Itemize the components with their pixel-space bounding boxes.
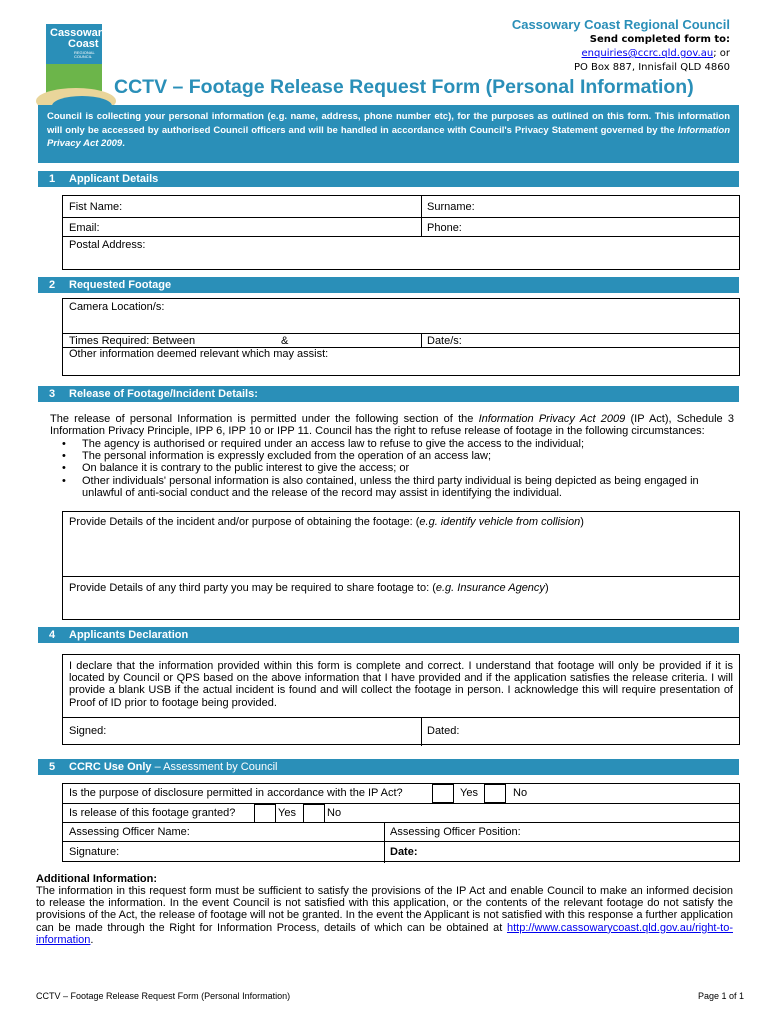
ip-act-name: Information Privacy Act 2009 <box>478 413 626 425</box>
table-row <box>63 217 739 236</box>
label-example: e.g. Insurance Agency <box>435 582 545 594</box>
dated-label: Dated: <box>427 725 460 737</box>
third-party-label <box>69 582 549 594</box>
officer-position-label: Assessing Officer Position: <box>390 826 521 838</box>
times-required-label: Times Required: Between <box>69 335 196 347</box>
label-text: ) <box>580 516 584 528</box>
table-row <box>63 841 739 862</box>
logo-text-cassowary: Cassowary <box>50 27 109 39</box>
assessment-date-label: Date: <box>390 846 418 858</box>
cell-divider <box>421 334 422 348</box>
yes-label: Yes <box>460 787 478 799</box>
assessment-table <box>62 783 740 862</box>
disclosure-yes-checkbox[interactable] <box>432 784 454 803</box>
privacy-notice <box>38 105 739 163</box>
section-4-header <box>38 627 739 643</box>
table-row <box>63 576 739 620</box>
camera-location-label: Camera Location/s: <box>69 301 165 313</box>
first-name-label: Fist Name: <box>69 201 123 213</box>
table-row <box>63 784 739 803</box>
table-row <box>63 299 739 333</box>
release-granted-question: Is release of this footage granted? <box>69 807 236 819</box>
additional-info-body <box>36 885 733 946</box>
email-label: Email: <box>69 222 100 234</box>
no-label: No <box>327 807 342 819</box>
section-title: Applicant Details <box>69 173 159 185</box>
applicant-details-table <box>62 195 740 270</box>
table-row <box>63 822 739 841</box>
cell-divider <box>421 196 422 217</box>
officer-name-label: Assessing Officer Name: <box>69 826 190 838</box>
additional-info-text: The information in this request form must be sufficient to satisfy the provisions of the IP Act and enable Council to make an informed decision to release the information. In the event Council is not satisfied with this application, or the contents of the relevant footage do not satisfy the provisions of the Act, the release of footage will not be granted. In the event the Applicant is not satisfied with this response a further application can be made through the Right for Information Process, details of which can be obtained at <box>36 885 733 934</box>
email-suffix: ; or <box>713 48 730 59</box>
label-text: Provide Details of the incident and/or purpose of obtaining the footage: ( <box>69 516 420 528</box>
list-item: • The agency is authorised or required under an access law to refuse to give the access to the individual; <box>62 438 734 450</box>
table-row <box>63 196 739 217</box>
section-number: 5 <box>49 761 56 773</box>
section-title-rest: – Assessment by Council <box>151 761 278 773</box>
additional-info-end: . <box>90 933 94 946</box>
paragraph-text: (IP Act), Schedule 3 Information Privacy Principle, IPP 6, IPP 10 or IPP 11. Council has the right to refuse release of footage in the following circumstances: <box>50 413 734 438</box>
section-3-header <box>38 386 739 402</box>
table-row <box>63 347 739 376</box>
footer-form-name: CCTV – Footage Release Request Form (Personal Information) <box>36 991 291 1001</box>
section-1-header <box>38 171 739 187</box>
po-box-address: PO Box 887, Innisfail QLD 4860 <box>573 62 730 73</box>
council-name: Cassowary Coast Regional Council <box>511 17 730 32</box>
surname-label: Surname: <box>427 201 475 213</box>
section-number: 1 <box>49 173 56 185</box>
label-example: e.g. identify vehicle from collision <box>419 516 581 528</box>
section-title: Release of Footage/Incident Details: <box>69 388 258 400</box>
table-row <box>63 512 739 576</box>
refusal-circumstances-list <box>62 438 734 499</box>
privacy-notice-text: Council is collecting your personal information (e.g. name, address, phone number etc), for the purposes as outlined on this form. This information will only be accessed by authorised Council officers and will be handled in accordance with Council's Privacy Statement governed by the <box>47 111 730 136</box>
declaration-table <box>62 654 740 745</box>
send-to-label: Send completed form to: <box>589 34 730 45</box>
table-row <box>63 655 739 717</box>
cell-divider <box>384 823 385 842</box>
footer-page-number: Page 1 of 1 <box>697 991 744 1001</box>
logo-text-regional: REGIONAL COUNCIL <box>74 50 95 59</box>
paragraph-text: The release of personal Information is permitted under the following section of the <box>50 413 479 425</box>
additional-info-heading: Additional Information: <box>36 873 157 885</box>
list-item: • Other individuals' personal information is also contained, unless the third party individual is being depicted as being engaged in unlawful of anti-social conduct and the release of the record may assist in identifying the individual. <box>62 475 734 499</box>
privacy-act-name: Information Privacy Act 2009 <box>47 124 730 149</box>
label-text: Provide Details of any third party you may be required to share footage to: ( <box>69 582 436 594</box>
times-ampersand: & <box>281 335 289 347</box>
section-title: Requested Footage <box>69 279 172 291</box>
cell-divider <box>384 842 385 863</box>
contact-email-link[interactable]: enquiries@ccrc.qld.gov.au <box>581 48 714 59</box>
list-item: • On balance it is contrary to the public interest to give the access; or <box>62 462 734 474</box>
signed-label: Signed: <box>69 725 107 737</box>
granted-no-checkbox[interactable] <box>303 804 325 823</box>
phone-label: Phone: <box>427 222 462 234</box>
disclosure-question: Is the purpose of disclosure permitted in accordance with the IP Act? <box>69 787 403 799</box>
section-number: 3 <box>49 388 56 400</box>
no-label: No <box>513 787 528 799</box>
cell-divider <box>421 718 422 746</box>
incident-details-table <box>62 511 740 620</box>
section-number: 4 <box>49 629 56 641</box>
yes-label: Yes <box>278 807 296 819</box>
incident-details-label <box>69 516 584 528</box>
privacy-notice-end: . <box>122 138 125 149</box>
table-row <box>63 236 739 270</box>
section-title: Applicants Declaration <box>69 629 189 641</box>
dates-label: Date/s: <box>427 335 462 347</box>
signature-label: Signature: <box>69 846 120 858</box>
council-logo <box>46 24 109 116</box>
right-to-information-link[interactable]: http://www.cassowarycoast.qld.gov.au/right-to-information <box>36 921 733 946</box>
contact-email-line <box>582 48 730 59</box>
section-2-header <box>38 277 739 293</box>
postal-address-label: Postal Address: <box>69 239 146 251</box>
other-info-label: Other information deemed relevant which may assist: <box>69 348 329 360</box>
cell-divider <box>421 218 422 237</box>
declaration-text: I declare that the information provided within this form is complete and correct. I understand that footage will only be provided if it is located by Council or QPS based on the above information that I have provided and if the application satisfies the release criteria. I will provide a blank USB if the actual incident is found and will collect the footage in person. I acknowledge this will require presentation of Proof of ID prior to footage being provided. <box>69 660 733 709</box>
section-title-bold: CCRC Use Only <box>69 761 152 773</box>
label-text: ) <box>544 582 549 594</box>
list-item: • The personal information is expressly excluded from the operation of an access law; <box>62 450 734 462</box>
granted-yes-checkbox[interactable] <box>254 804 276 823</box>
disclosure-no-checkbox[interactable] <box>484 784 506 803</box>
requested-footage-table <box>62 298 740 376</box>
logo-text-coast: Coast <box>68 38 99 50</box>
form-title: CCTV – Footage Release Request Form (Personal Information) <box>114 76 694 98</box>
release-criteria-paragraph <box>50 413 734 437</box>
section-title <box>69 759 277 775</box>
section-5-header <box>38 759 739 775</box>
section-number: 2 <box>49 279 56 291</box>
table-row <box>63 717 739 745</box>
table-row <box>63 803 739 822</box>
table-row <box>63 333 739 347</box>
